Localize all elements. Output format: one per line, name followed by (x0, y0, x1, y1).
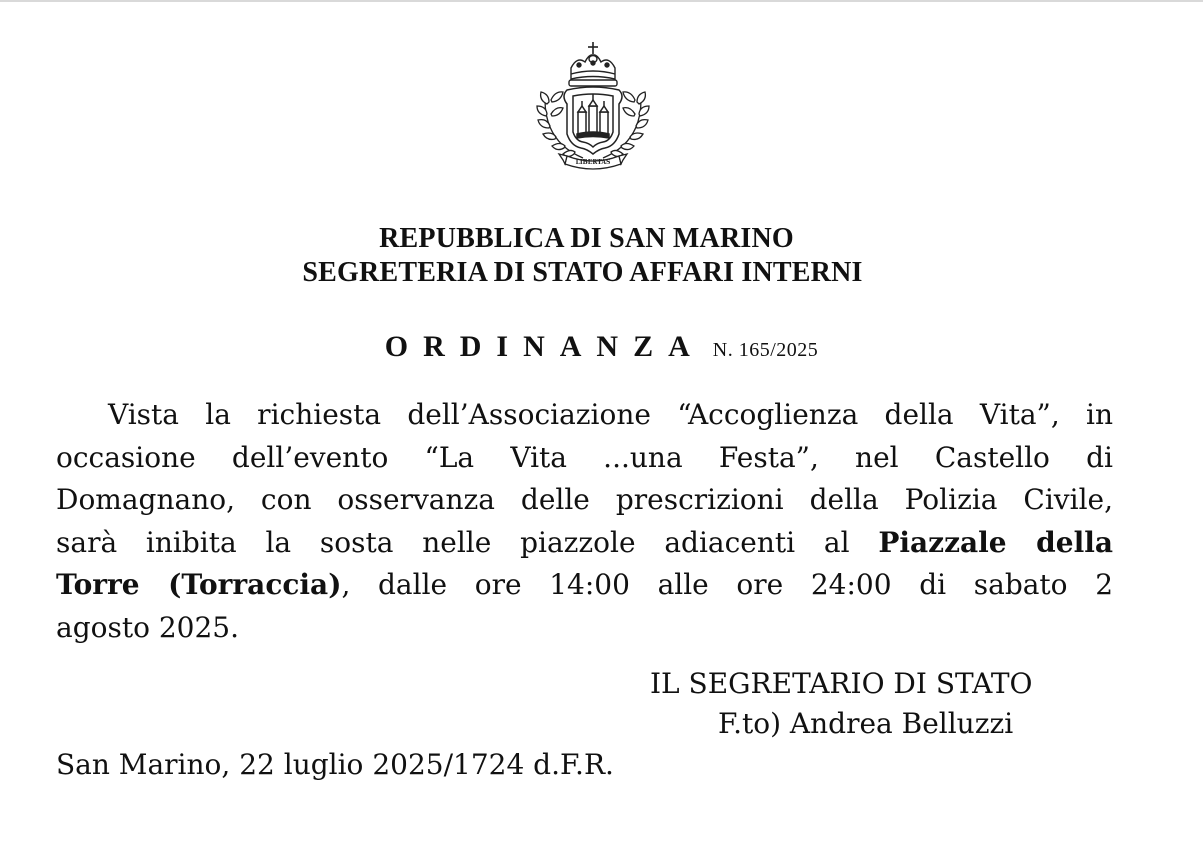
body-line-4-text: sarà inibita la sosta nelle piazzole adiacenti al (56, 525, 850, 559)
body-line-1: Vista la richiesta dell’Associazione “Accoglienza della Vita”, in (108, 398, 1113, 431)
signatory-name: F.to) Andrea Belluzzi (718, 707, 1014, 740)
coat-of-arms-icon (531, 38, 655, 172)
motto-text: LIBERTAS (575, 159, 611, 166)
body-line-5-text: , dalle ore 14:00 alle ore 24:00 di sabato 2 (341, 568, 1114, 601)
republic-heading: REPUBBLICA DI SAN MARINO (379, 223, 794, 254)
body-line-6: agosto 2025. (56, 610, 240, 644)
body-line-2: occasione dell’evento “La Vita ...una Festa”, nel Castello di (56, 440, 1113, 474)
place-and-date: San Marino, 22 luglio 2025/1724 d.F.R. (56, 748, 614, 781)
crown-cross (588, 42, 598, 54)
office-heading: SEGRETERIA DI STATO AFFARI INTERNI (302, 257, 863, 288)
ordinance-title: ORDINANZA (384, 330, 705, 363)
crown (569, 55, 617, 86)
body-line-4 (56, 522, 1113, 565)
location-name-part-1: Piazzale della (878, 525, 1113, 559)
body-line-5 (56, 564, 1113, 607)
ordinance-body (56, 394, 1113, 649)
ordinance-title-line (0, 330, 1203, 368)
top-divider (0, 0, 1203, 2)
shield (564, 87, 622, 154)
signatory-title: IL SEGRETARIO DI STATO (650, 667, 1033, 700)
location-name-part-2: Torre (Torraccia) (56, 568, 342, 601)
ordinance-number: N. 165/2025 (712, 339, 819, 361)
body-line-3: Domagnano, con osservanza delle prescrizioni della Polizia Civile, (56, 483, 1113, 516)
